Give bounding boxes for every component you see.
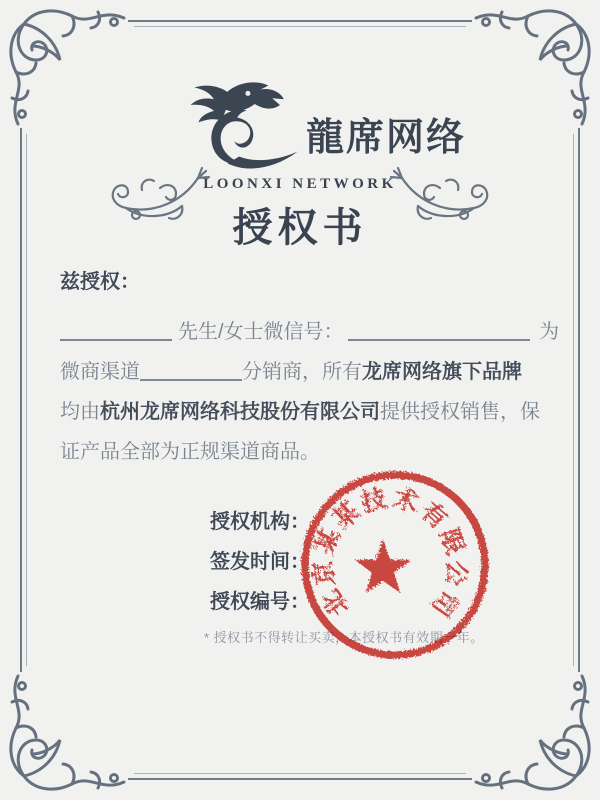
frame-line-top [128,20,472,22]
line2-start: 微商渠道 [60,361,140,383]
number-field-label: 授权编号： [210,591,310,613]
org-field-label: 授权机构： [210,511,310,533]
company-seal-stamp [292,462,498,668]
footnote: * 授权书不得转让买卖，本授权书有效期一年。 [204,630,484,645]
frame-line-top-inner [134,26,466,27]
line3-start: 均由 [60,401,100,423]
date-field-label: 签发时间： [210,551,310,573]
body-line-4: 证产品全部为正规渠道商品。 [60,441,320,463]
svg-text:京: 京 [309,559,340,588]
intro-label: 兹授权： [60,271,140,293]
recipient-name-blank [60,319,172,341]
corner-flourish-bottom-right-icon [468,668,598,798]
line3-end: 提供授权销售，保 [380,401,540,423]
svg-text:北: 北 [317,584,355,622]
svg-text:公: 公 [440,559,471,588]
authorization-text [60,268,560,472]
svg-text:技: 技 [358,484,390,518]
certificate-title: 授权书 [232,206,368,250]
company-name-bold: 杭州龙席网络科技股份有限公司 [100,401,380,423]
body-line-3 [60,392,542,432]
frame-line-bottom [128,778,472,780]
svg-text:术: 术 [390,484,422,518]
corner-flourish-bottom-left-icon [2,668,132,798]
body-line-1 [60,312,560,352]
dragon-logo-icon [184,72,306,174]
svg-text:有: 有 [415,496,453,535]
brand-scope-bold: 龙席网络旗下品牌 [362,361,522,383]
wechat-id-blank [348,319,530,341]
channel-blank [140,359,242,381]
corner-flourish-top-left-icon [2,2,132,132]
red-star-icon [355,539,411,593]
brand-name: 龍席网络 [306,117,467,159]
svg-text:限: 限 [434,525,470,559]
line2-mid: 分销商，所有 [242,361,362,383]
line1-text: 先生/女士微信号： [178,321,344,343]
corner-flourish-top-right-icon [468,2,598,132]
svg-text:某: 某 [327,496,365,535]
line1-end: 为 [539,321,560,343]
body-line-2 [60,352,542,392]
frame-line-bottom-inner [134,773,466,774]
svg-text:司: 司 [425,584,463,622]
brand-name-en: LOONXI NETWORK [203,176,397,192]
svg-text:某: 某 [310,525,346,559]
